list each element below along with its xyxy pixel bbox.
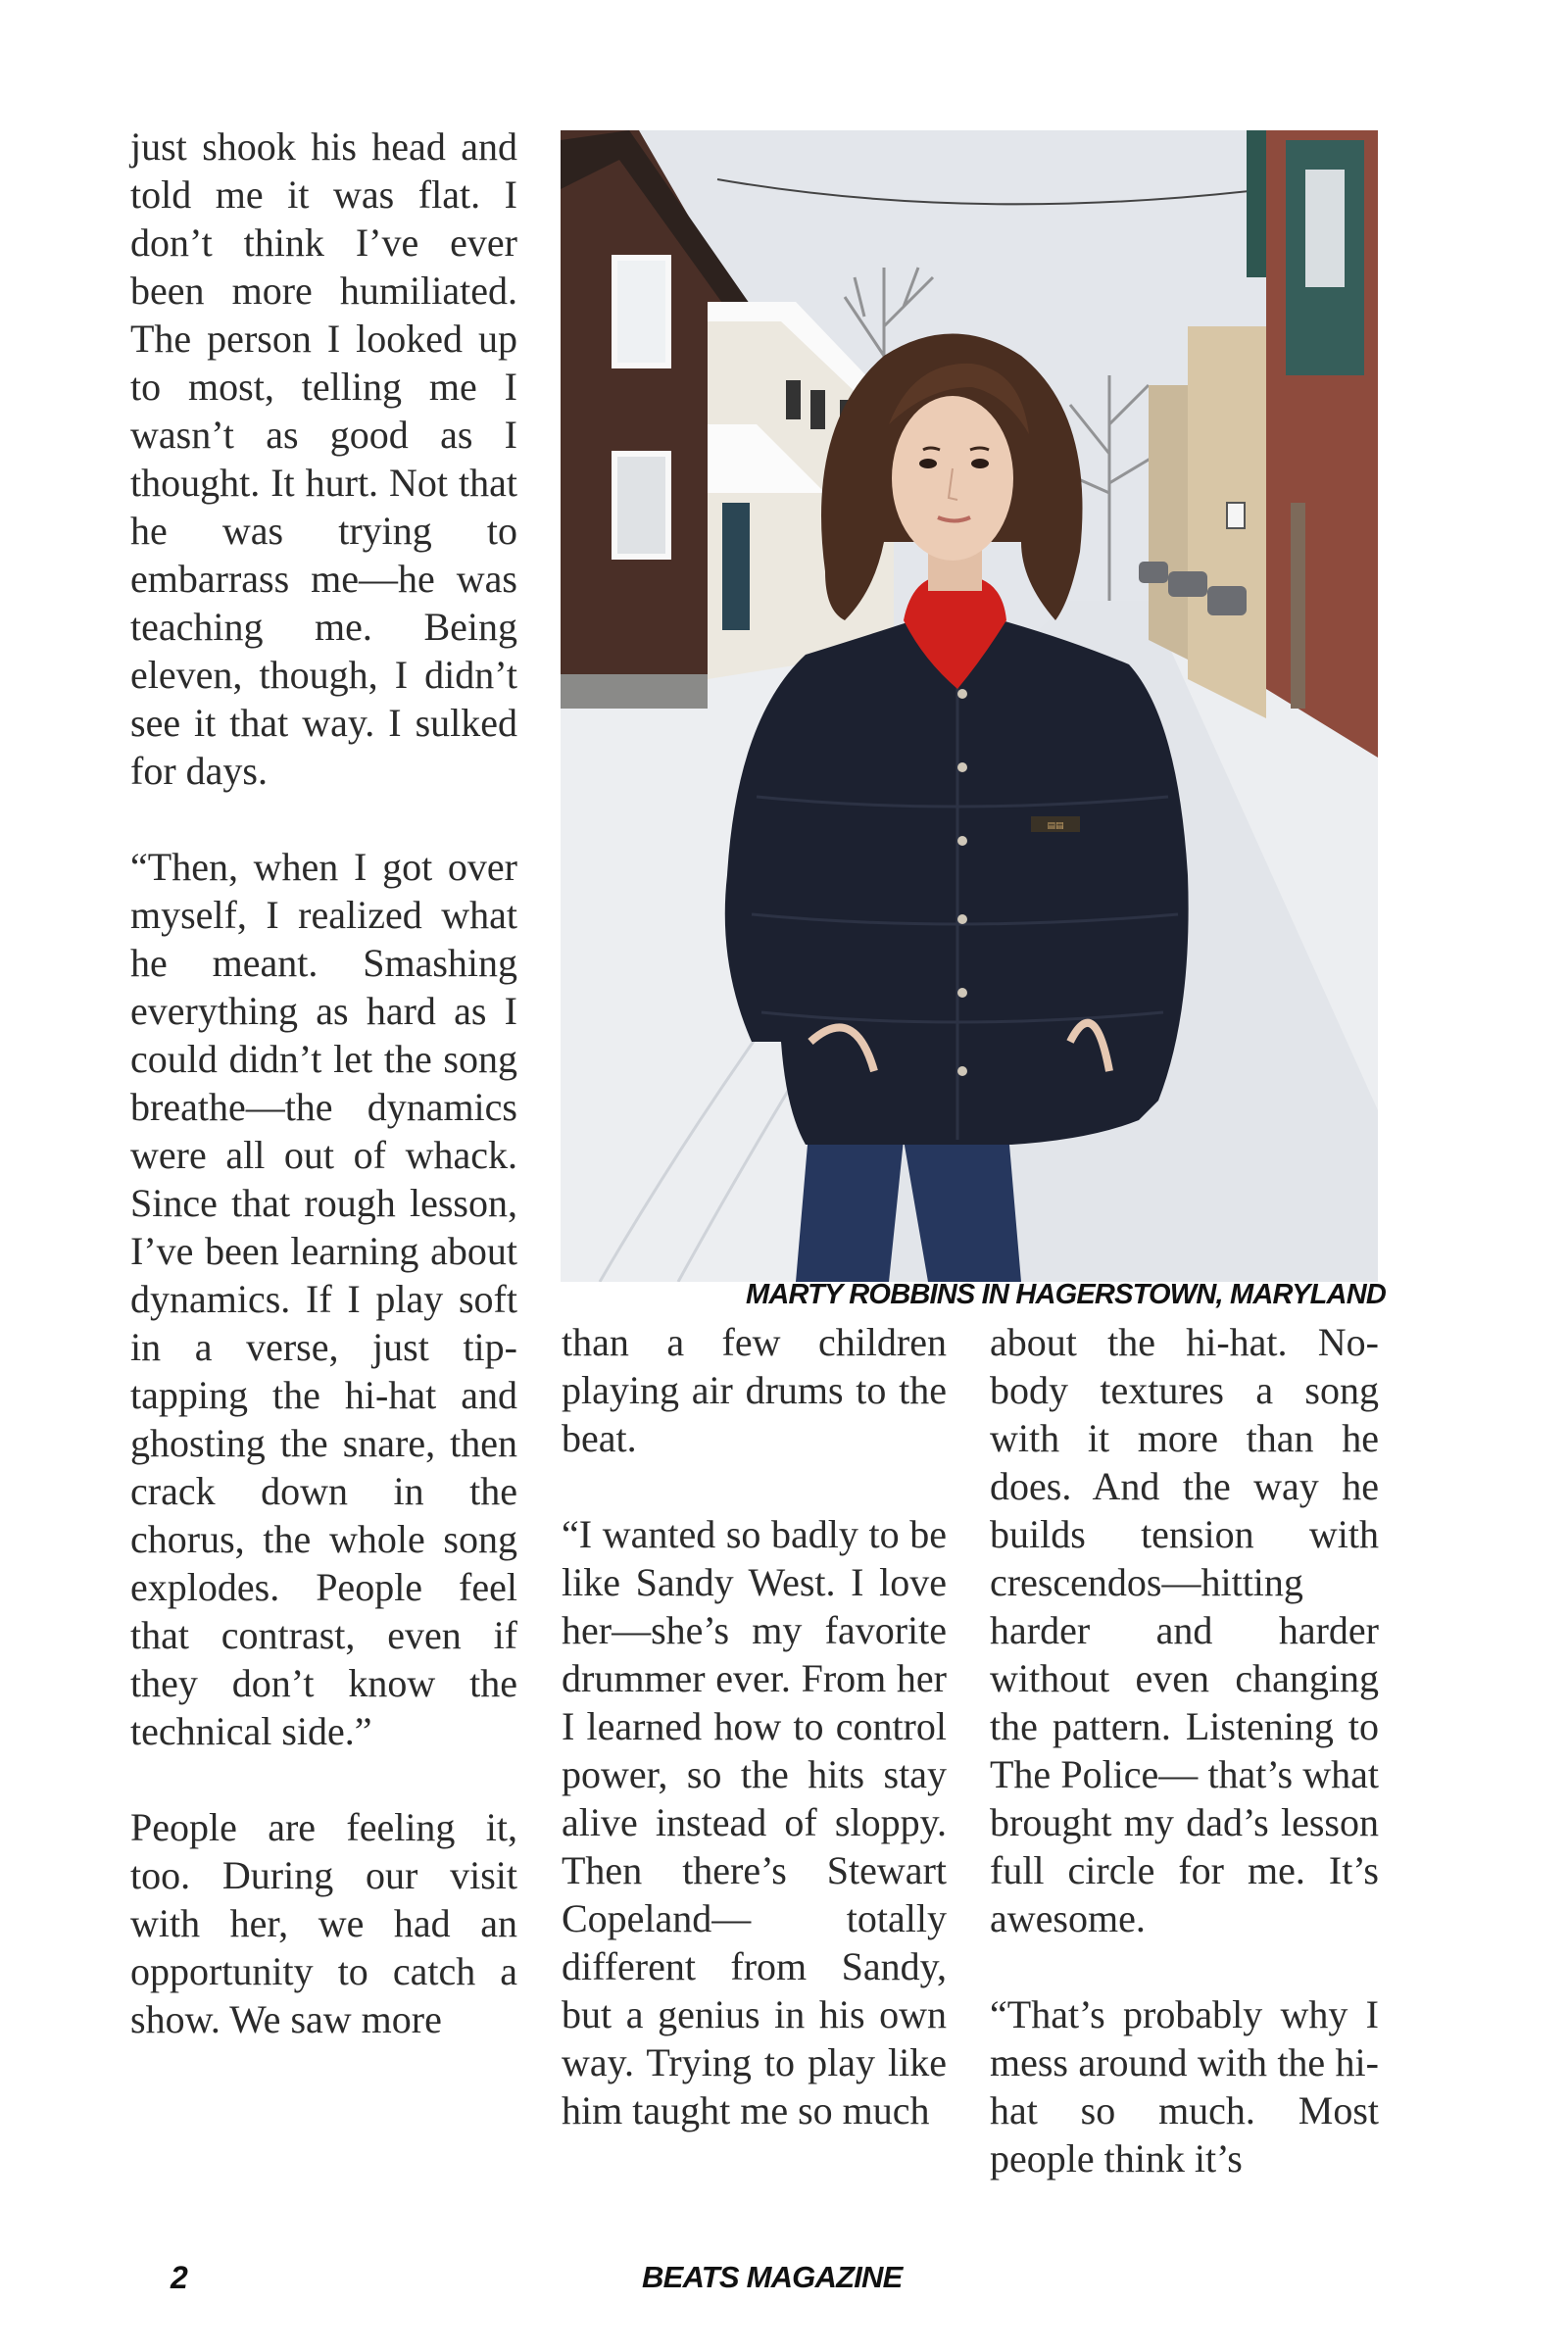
article-column-3 [990, 1318, 1379, 2182]
feature-photo [561, 130, 1378, 1282]
paragraph: “I wanted so badly to be like Sandy West. I love her—she’s my favorite drummer ever. From her I learned how to control power, so the hits stay alive instead of sloppy. Then there’s Stewart Copeland— totally different from Sandy, but a genius in his own way. Trying to play like him taught me so much [562, 1512, 947, 2132]
paragraph: “Then, when I got over myself, I realized what he meant. Smashing everything as hard as I could didn’t let the song breathe—the dynamics were all out of whack. Since that rough lesson, I’ve been learning about dynamics. If I play soft in a verse, just tip-tapping the hi-hat and ghosting the snare, then crack down in the chorus, the whole song explodes. People feel that contrast, even if they don’t know the technical side.” [130, 845, 517, 1753]
magazine-title: BEATS MAGAZINE [642, 2260, 903, 2294]
article-column-1 [130, 122, 517, 2043]
paragraph: “That’s probably why I mess around with the hi-hat so much. Most people think it’s [990, 1992, 1379, 2180]
photo-caption: MARTY ROBBINS IN HAGERSTOWN, MARYLAND [745, 1279, 1386, 1310]
winter-street-portrait [561, 130, 1378, 1282]
paragraph: than a few children playing air drums to the beat. [562, 1320, 947, 1460]
paragraph: about the hi-hat. Nobody textures a song with it more than he does. And the way he builds tension with crescendos—hitting harder and harder without even changing the pattern. Listening to The Police— that’s what brought my dad’s lesson full circle for me. It’s awesome. [990, 1320, 1379, 1940]
article-column-2 [562, 1318, 947, 2134]
page-number: 2 [171, 2260, 188, 2295]
paragraph: People are feeling it, too. During our visit with her, we had an opportunity to catch a show. We saw more [130, 1805, 517, 2041]
paragraph: just shook his head and told me it was flat. I don’t think I’ve ever been more humiliated. The person I looked up to most, telling me I wasn’t as good as I thought. It hurt. Not that he was trying to embarrass me—he was teaching me. Being eleven, though, I didn’t see it that way. I sulked for days. [130, 124, 517, 793]
jacket-label: ▤▤ [1047, 821, 1064, 831]
